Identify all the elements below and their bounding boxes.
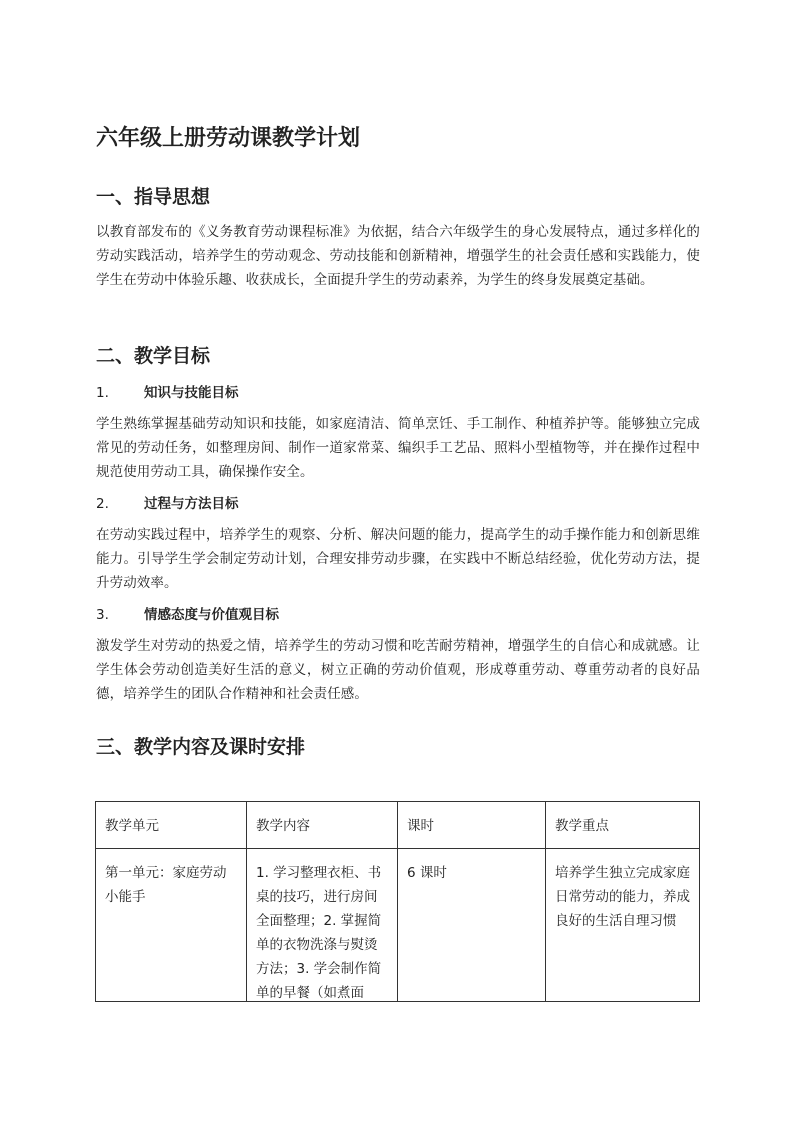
list-number: 2. — [96, 496, 109, 512]
goal-label: 过程与方法目标 — [144, 496, 239, 512]
cell-focus — [546, 849, 700, 1002]
section-heading-content-schedule: 三、教学内容及课时安排 — [96, 736, 306, 758]
cell-content-text: 1. 学习整理衣柜、书桌的技巧，进行房间全面整理；2. 掌握简单的衣物洗涤与熨烫方法；3. 学会制作简单的早餐（如煮面 — [256, 865, 382, 1001]
table-row — [96, 849, 700, 1002]
cell-hours — [398, 849, 546, 1002]
goal-paragraph-process-method: 在劳动实践过程中，培养学生的观察、分析、解决问题的能力，提高学生的动手操作能力和创新思维能力。引导学生学会制定劳动计划，合理安排劳动步骤，在实践中不断总结经验，优化劳动方法，提升劳动效率。 — [96, 527, 700, 591]
cell-unit-text: 第一单元：家庭劳动小能手 — [105, 865, 227, 905]
cell-focus-text: 培养学生独立完成家庭日常劳动的能力，养成良好的生活自理习惯 — [555, 865, 690, 929]
schedule-table — [95, 801, 700, 1002]
goal-item-process-method — [96, 493, 239, 515]
column-header-unit: 教学单元 — [96, 802, 247, 849]
cell-unit — [96, 849, 247, 1002]
goal-label: 知识与技能目标 — [144, 385, 239, 401]
goal-item-knowledge-skills — [96, 382, 239, 404]
goal-paragraph-knowledge-skills: 学生熟练掌握基础劳动知识和技能，如家庭清洁、简单烹饪、手工制作、种植养护等。能够独立完成常见的劳动任务，如整理房间、制作一道家常菜、编织手工艺品、照料小型植物等，并在操作过程中规范使用劳动工具，确保操作安全。 — [96, 416, 700, 480]
column-header-content: 教学内容 — [247, 802, 398, 849]
cell-hours-text: 6 课时 — [407, 865, 447, 881]
column-header-focus: 教学重点 — [546, 802, 700, 849]
table-header-row — [96, 802, 700, 849]
goal-label: 情感态度与价值观目标 — [144, 607, 279, 623]
goal-paragraph-attitude-values: 激发学生对劳动的热爱之情，培养学生的劳动习惯和吃苦耐劳精神，增强学生的自信心和成就感。让学生体会劳动创造美好生活的意义，树立正确的劳动价值观，形成尊重劳动、尊重劳动者的良好品德，培养学生的团队合作精神和社会责任感。 — [96, 638, 700, 702]
column-header-hours: 课时 — [398, 802, 546, 849]
goal-item-attitude-values — [96, 604, 279, 626]
guiding-ideology-paragraph: 以教育部发布的《义务教育劳动课程标准》为依据，结合六年级学生的身心发展特点，通过多样化的劳动实践活动，培养学生的劳动观念、劳动技能和创新精神，增强学生的社会责任感和实践能力，使学生在劳动中体验乐趣、收获成长，全面提升学生的劳动素养，为学生的终身发展奠定基础。 — [96, 224, 700, 288]
section-heading-teaching-goals: 二、教学目标 — [96, 345, 211, 367]
cell-content — [247, 849, 398, 1002]
list-number: 1. — [96, 385, 109, 401]
list-number: 3. — [96, 607, 109, 623]
page-title: 六年级上册劳动课教学计划 — [96, 126, 361, 151]
section-heading-guiding-ideology: 一、指导思想 — [96, 186, 211, 208]
